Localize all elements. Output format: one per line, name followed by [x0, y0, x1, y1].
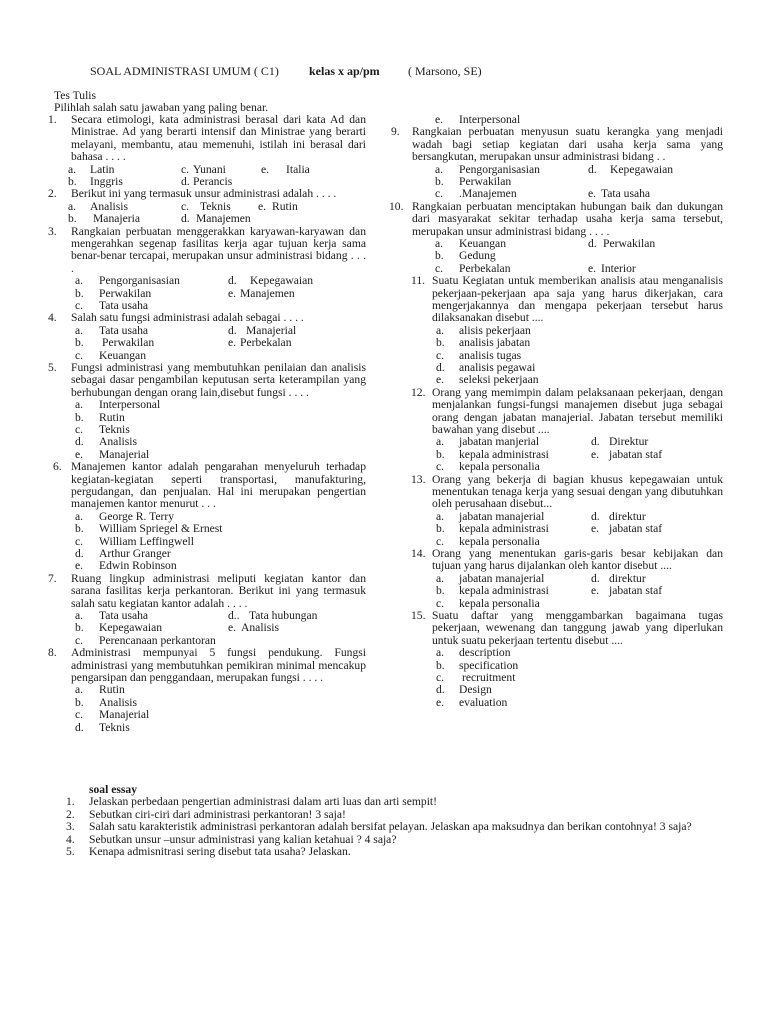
option-label: b. — [436, 336, 445, 350]
options — [48, 275, 366, 312]
option-label: e. — [261, 162, 270, 176]
option-text: Perbekalan — [240, 336, 292, 350]
option-label: a. — [75, 683, 84, 697]
option-label: d. — [228, 323, 237, 337]
option-text: Interior — [601, 261, 636, 275]
option-label: c. — [436, 670, 445, 684]
option-label: c. — [75, 348, 84, 362]
essay-number: 3. — [66, 820, 75, 834]
option-text: direktur — [609, 509, 646, 523]
option-text: recruitment — [462, 670, 516, 684]
option-text: analisis jabatan — [459, 336, 531, 350]
option-label: d. — [436, 360, 445, 374]
option-label: b. — [68, 212, 77, 226]
question-2 — [48, 188, 366, 225]
option-label: b. — [75, 336, 84, 350]
option-text: Kepegawaian — [250, 274, 314, 288]
option-label: a. — [436, 435, 445, 449]
option-text: direktur — [609, 571, 646, 585]
option-label: b. — [75, 410, 84, 424]
option-label: e. — [591, 522, 600, 536]
question-15 — [389, 610, 723, 709]
option-label: d. — [75, 546, 84, 560]
options — [389, 325, 723, 387]
option-text: Latin — [90, 162, 115, 176]
option-text: kepala personalia — [459, 596, 540, 610]
question-number: 2. — [48, 187, 57, 201]
option-text: Design — [459, 683, 492, 697]
options — [389, 573, 723, 610]
option-text: seleksi pekerjaan — [459, 373, 539, 387]
option-text: George R. Terry — [99, 509, 175, 523]
option-label: e. — [436, 373, 445, 387]
question-text: Orang yang bekerja di bagian khusus kepegawaian untuk menentukan tenaga kerja yang sesuai dengan yang dibutuhkan oleh perusahaan disebut... — [432, 472, 723, 511]
question-number: 7. — [48, 571, 57, 585]
option-text: jabatan staf — [609, 584, 663, 598]
question-number: 5. — [48, 360, 57, 374]
option-text: Keuangan — [459, 237, 506, 250]
essay-text: Kenapa admisnitrasi sering disebut tata usaha? Jelaskan. — [89, 845, 351, 859]
options — [48, 684, 366, 734]
essay-number: 2. — [66, 807, 75, 821]
option-label: d. — [228, 274, 237, 288]
option-text: Analisis — [99, 695, 138, 709]
option-label: c. — [436, 534, 445, 548]
option-label: c. — [436, 596, 445, 610]
option-text: Perwakilan — [603, 237, 656, 250]
option-label: e. — [591, 584, 600, 598]
option-label: e. — [75, 447, 84, 461]
options — [48, 511, 366, 573]
options — [48, 399, 366, 461]
options — [389, 164, 723, 201]
question-4 — [48, 312, 366, 362]
option-label: d. — [436, 683, 445, 697]
question-number: 10. — [389, 199, 404, 213]
option-text: Teknis — [99, 720, 130, 734]
option-label: c. — [75, 708, 84, 722]
option-label: b. — [68, 175, 77, 189]
option-text: Kepegawaian — [610, 162, 674, 176]
option-text: jabatan staf — [609, 447, 663, 461]
option-text: Tata usaha — [99, 299, 149, 312]
option-label: d. — [181, 212, 190, 226]
option-label: b. — [75, 286, 84, 300]
author-label: ( Marsono, SE) — [408, 64, 482, 78]
option-label: c. — [75, 534, 84, 548]
option-text: jabatan manjerial — [459, 435, 540, 449]
question-text: Manajemen kantor adalah pengarahan menyeluruh terhadap kegiatan-kegiatan seperti transportasi, manufakturing, pergudangan, dan penjualan. Hal ini merupakan pengertian manajemen kantor menurut . . . — [71, 460, 366, 511]
option-text: Analisis — [90, 199, 129, 213]
essay-text: Jelaskan perbedaan pengertian administrasi dalam arti luas dan arti sempit! — [89, 795, 438, 809]
option-label: b. — [435, 249, 444, 263]
option-label: d. — [75, 435, 84, 449]
option-label: a. — [68, 162, 77, 176]
option-text: Tata hubungan — [249, 608, 318, 622]
question-5 — [48, 362, 366, 461]
option-text: kepala administrasi — [459, 584, 549, 598]
option-text: Rutin — [99, 683, 125, 697]
essay-text: Sebutkan unsur –unsur administrasi yang kalian ketahuai ? 4 saja? — [89, 832, 397, 846]
option-label: e. — [228, 621, 237, 635]
option-text: Gedung — [459, 249, 496, 263]
option-label: d. — [588, 237, 597, 250]
question-text: Secara etimologi, kata administrasi berasal dari kata Ad dan Ministrae. Ad yang berarti intensif dan Ministrae yang berarti melayani, membantu, atau memenuhi, istilah ini berasal dari bahasa . . . . — [71, 113, 366, 164]
option-label: e. — [228, 336, 237, 350]
option-text: description — [459, 646, 511, 660]
essay-text: Sebutkan ciri-ciri dari administrasi perkantoran! 3 saja! — [89, 807, 346, 821]
instruction: Pilihlah salah satu jawaban yang paling benar. — [54, 101, 269, 115]
option-text: Perwakilan — [459, 175, 512, 188]
option-text: William Spriegel & Ernest — [99, 522, 223, 536]
option-label: b. — [436, 584, 445, 598]
option-label: a. — [75, 608, 84, 622]
option-text: Teknis — [99, 422, 130, 436]
question-7 — [48, 573, 366, 647]
option-text: Perencanaan perkantoran — [99, 633, 216, 647]
option-label: a. — [436, 571, 445, 585]
option-text: Analisis — [241, 621, 280, 635]
option-label: a. — [436, 646, 445, 660]
essay-item — [66, 796, 766, 808]
class-label: kelas x ap/pm — [309, 64, 380, 78]
option-text: specification — [459, 658, 519, 672]
option-text: Perwakilan — [102, 336, 155, 350]
options — [48, 201, 366, 226]
option-text: William Leffingwell — [99, 534, 194, 548]
option-text: Manajemen — [240, 286, 295, 300]
question-9 — [389, 126, 723, 200]
question-text: Rangkaian perbuatan menciptakan hubungan baik dan dukungan dari masyarakat sekitar terhadap usaha kerja sama tersebut, merupakan unsur administrasi bidang . . . . — [412, 199, 723, 238]
option-label: a. — [75, 274, 84, 288]
question-6 — [48, 461, 366, 573]
option-label: e. — [588, 187, 597, 201]
option-label: d. — [591, 509, 600, 523]
question-13 — [389, 474, 723, 548]
option-label: c. — [75, 422, 84, 436]
option-text: jabatan staf — [609, 522, 663, 536]
option-text: Direktur — [609, 435, 649, 449]
option-label: b. — [436, 658, 445, 672]
question-text: Ruang lingkup administrasi meliputi kegiatan kantor dan sarana fasilitas kerja perkantoran. Berikut ini yang termasuk salah satu kegiatan kantor adalah . . . . — [71, 571, 366, 610]
essay-title: soal essay — [89, 783, 137, 796]
option-label: c. — [435, 187, 444, 201]
option-text: Tata usaha — [99, 323, 149, 337]
option-text: evaluation — [459, 695, 508, 709]
option-label: d. — [181, 175, 190, 189]
option-label: e. — [435, 113, 444, 126]
option-label: b. — [75, 695, 84, 709]
option-text: Pengorganisasian — [99, 274, 180, 288]
option-label: c. — [181, 162, 190, 176]
option-text: Rutin — [272, 199, 298, 213]
option-text: Edwin Robinson — [99, 559, 177, 573]
section-title: Tes Tulis — [54, 89, 97, 102]
essay-item — [66, 846, 766, 858]
essay-text: Salah satu karakteristik administrasi perkantoran adalah bersifat pelayan. Jelaskan apa maksudnya dan berikan contohnya! 3 saja? — [89, 820, 692, 834]
option-text: Yunani — [193, 162, 226, 176]
option-text: kepala administrasi — [459, 522, 549, 536]
option-label: b. — [436, 447, 445, 461]
option-label: e. — [258, 199, 267, 213]
option-label: a. — [75, 398, 84, 412]
question-text: Fungsi administrasi yang membutuhkan penilaian dan analisis sebagai dasar pengambilan keputusan serta keterampilan yang berhubungan dengan orang lain,disebut fungsi . . . . — [71, 360, 366, 399]
option-text: analisis tugas — [459, 348, 522, 362]
options — [389, 238, 723, 275]
option-text: kepala personalia — [459, 534, 540, 548]
option-label: d. — [588, 162, 597, 176]
question-number: 8. — [48, 646, 57, 660]
options — [48, 325, 366, 362]
right-column — [389, 114, 723, 709]
option-label: e. — [591, 447, 600, 461]
option-text: kepala personalia — [459, 460, 540, 474]
option-label: a. — [435, 237, 444, 250]
option-text: Tata usaha — [601, 187, 651, 201]
options — [389, 436, 723, 473]
option-text: Manajemen — [196, 212, 251, 226]
option-text: Perbekalan — [459, 261, 511, 275]
question-text: Suatu Kegiatan untuk memberikan analisis atau menganalisis pekerjaan-pekerjaan apa saja yang harus dikerjakan, cara mengerjakannya dan mengapa pekerjaan tersebut harus dilaksanakan disebut .... — [432, 274, 723, 325]
question-number: 6. — [53, 460, 62, 474]
question-text: Rangkaian perbuatan menyusun suatu kerangka yang menjadi wadah bagi setiap kegiatan dari usaha kerja sama yang bersangkutan, merupakan unsur administrasi bidang . . — [412, 125, 723, 164]
option-label: a. — [75, 323, 84, 337]
option-text: Manajerial — [99, 708, 150, 722]
intro — [54, 90, 374, 115]
question-text: Berikut ini yang termasuk unsur administrasi adalah . . . . — [71, 187, 337, 201]
question-number: 14. — [411, 546, 426, 560]
question-12 — [389, 387, 723, 474]
option-text: Perancis — [193, 175, 233, 189]
question-number: 13. — [411, 472, 426, 486]
question-1 — [48, 114, 366, 188]
options — [48, 610, 366, 647]
options — [389, 511, 723, 548]
question-text: Orang yang menentukan garis-garis besar kebijakan dan tujuan yang harus dijalankan oleh kantor disebut .... — [432, 546, 723, 573]
question-number: 9. — [391, 125, 400, 139]
essay-item — [66, 821, 766, 833]
option-label: b. — [75, 621, 84, 635]
options — [389, 647, 723, 709]
option-label: d. — [591, 571, 600, 585]
option-text: Pengorganisasian — [459, 162, 540, 176]
essay-number: 4. — [66, 832, 75, 846]
option-label: d. — [591, 435, 600, 449]
option-text: Perwakilan — [99, 286, 152, 300]
question-number: 11. — [411, 274, 426, 288]
question-number: 12. — [411, 385, 426, 399]
option-label: d. — [75, 720, 84, 734]
option-text: Kepegawaian — [99, 621, 163, 635]
option-label: a. — [436, 323, 445, 337]
question-number: 3. — [48, 224, 57, 238]
option-text: Teknis — [200, 199, 231, 213]
question-3 — [48, 226, 366, 313]
option-text: Manajeria — [93, 212, 140, 226]
option-text: Interpersonal — [99, 398, 161, 412]
option-label: a. — [68, 199, 77, 213]
option-label: c. — [436, 460, 445, 474]
option-text: kepala administrasi — [459, 447, 549, 461]
essay-number: 1. — [66, 795, 75, 809]
question-text: Administrasi mempunyai 5 fungsi pendukung. Fungsi administrasi yang membutuhkan pemikiran minimal mencakup pengarsipan dan penggandaan, merupakan fungsi . . . . — [71, 646, 366, 684]
option-text: Arthur Granger — [99, 546, 171, 560]
option-label: b. — [436, 522, 445, 536]
option-text: analisis pegawai — [459, 360, 536, 374]
option-text: Interpersonal — [459, 113, 521, 126]
option-label: b. — [435, 175, 444, 188]
question-text: Salah satu fungsi administrasi adalah sebagai . . . . — [71, 311, 304, 325]
option-text: jabatan manajerial — [459, 571, 545, 585]
essay-number: 5. — [66, 845, 75, 859]
option-label: c. — [435, 261, 444, 275]
essay-section — [66, 784, 766, 858]
option-text: jabatan manajerial — [459, 509, 545, 523]
option-label: c. — [75, 633, 84, 647]
option-label: a. — [436, 509, 445, 523]
question-number: 15. — [411, 608, 426, 622]
question-text: Suatu daftar yang menggambarkan bagaimana tugas pekerjaan, wewenang dan tanggung jawab yang diperlukan untuk suatu pekerjaan tertentu disebut .... — [432, 608, 723, 647]
option-label: e. — [436, 695, 445, 709]
left-column — [48, 114, 366, 734]
question-8 — [48, 647, 366, 734]
exam-title: SOAL ADMINISTRASI UMUM ( C1) — [90, 64, 279, 78]
question-number: 4. — [48, 311, 57, 325]
options — [48, 164, 366, 189]
option-label: d.. — [228, 608, 240, 622]
option-label: c. — [436, 348, 445, 362]
option-text: Keuangan — [99, 348, 146, 362]
option-label: a. — [75, 509, 84, 523]
option-text: Analisis — [99, 435, 138, 449]
option-label: c. — [181, 199, 190, 213]
question-text: Orang yang memimpin dalam pelaksanaan pekerjaan, dengan menjalankan fungsi-fungsi manajemen disebut juga sebagai orang dengan jabatan manajerial. Jabatan tersebut memiliki bawahan yang disebut .... — [432, 385, 723, 436]
option-label: a. — [435, 162, 444, 176]
option-label: e. — [588, 261, 597, 275]
question-11 — [389, 275, 723, 387]
option-text: Italia — [286, 162, 310, 176]
option-text: alisis pekerjaan — [459, 323, 531, 337]
option-text: Rutin — [99, 410, 125, 424]
question-10 — [389, 201, 723, 275]
option-text: Inggris — [90, 175, 123, 189]
option-label: c. — [75, 299, 84, 312]
option-text: Manajerial — [246, 323, 297, 337]
option-text: .Manajemen — [459, 187, 517, 201]
question-14 — [389, 548, 723, 610]
option-label: e. — [228, 286, 237, 300]
option-label: e. — [75, 559, 84, 573]
option-text: Tata usaha — [99, 608, 149, 622]
option-text: Manajerial — [99, 447, 150, 461]
question-text: Rangkaian perbuatan menggerakkan karyawan-karyawan dan mengerahkan segenap fasilitas kerja agar tujuan kerja sama benar-benar tercapai, merupakan unsur administrasi bidang . . . . — [71, 224, 366, 275]
option-label: b. — [75, 522, 84, 536]
question-number: 1. — [48, 113, 57, 126]
